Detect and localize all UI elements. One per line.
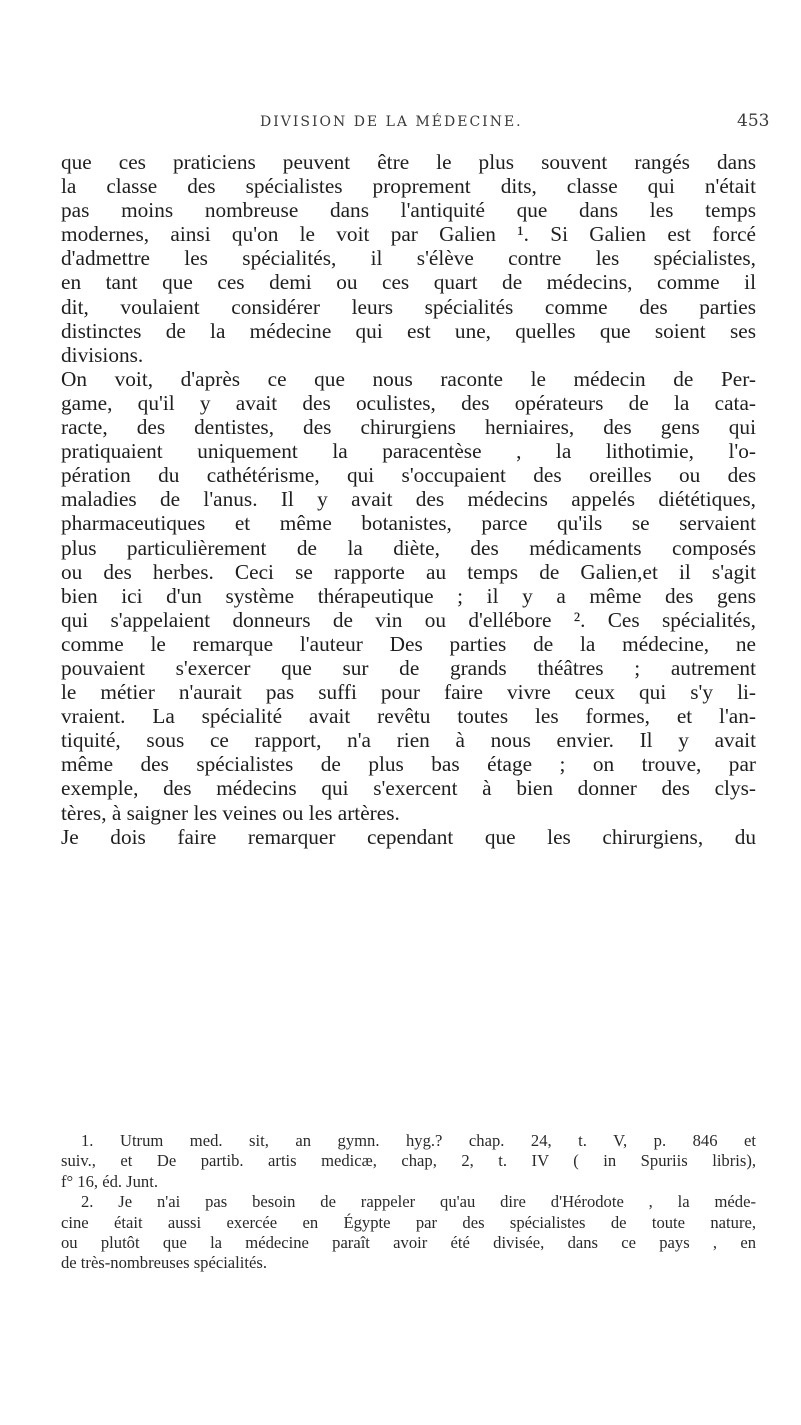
- body-line: ou des herbes. Ceci se rapporte au temps de Galien,et il s'agit: [61, 559, 756, 584]
- body-line: On voit, d'après ce que nous raconte le médecin de Per-: [61, 366, 756, 391]
- body-line: racte, des dentistes, des chirurgiens herniaires, des gens qui: [61, 415, 756, 440]
- body-line: pratiquaient uniquement la paracentèse , la lithotimie, l'o-: [61, 439, 756, 464]
- body-line: tiquité, sous ce rapport, n'a rien à nous envier. Il y avait: [61, 728, 756, 753]
- body-line: en tant que ces demi ou ces quart de médecins, comme il: [61, 270, 756, 295]
- footnote-line: de très-nombreuses spécialités.: [61, 1253, 267, 1273]
- body-line: modernes, ainsi qu'on le voit par Galien ¹. Si Galien est forcé: [61, 222, 756, 247]
- body-line: pouvaient s'exercer que sur de grands théâtres ; autrement: [61, 655, 756, 680]
- body-line: tères, à saigner les veines ou les artères.: [61, 800, 400, 825]
- body-line: pharmaceutiques et même botanistes, parce qu'ils se servaient: [61, 511, 756, 536]
- body-line: pas moins nombreuse dans l'antiquité que dans les temps: [61, 198, 756, 223]
- page-number: 453: [737, 111, 770, 131]
- footnote-line: 1. Utrum med. sit, an gymn. hyg.? chap. 24, t. V, p. 846 et: [81, 1131, 756, 1150]
- body-line: game, qu'il y avait des oculistes, des opérateurs de la cata-: [61, 390, 756, 415]
- body-line: d'admettre les spécialités, il s'élève contre les spécialistes,: [61, 246, 756, 271]
- body-line: qui s'appelaient donneurs de vin ou d'ellébore ². Ces spécialités,: [61, 607, 756, 632]
- body-line: vraient. La spécialité avait revêtu toutes les formes, et l'an-: [61, 704, 756, 729]
- body-line: pération du cathétérisme, qui s'occupaient des oreilles ou des: [61, 463, 756, 488]
- body-line: Je dois faire remarquer cependant que les chirurgiens, du: [61, 824, 756, 849]
- body-line: exemple, des médecins qui s'exercent à bien donner des clys-: [61, 776, 756, 801]
- footnote-line: 2. Je n'ai pas besoin de rappeler qu'au dire d'Hérodote , la méde-: [81, 1192, 756, 1212]
- running-head: DIVISION DE LA MÉDECINE.: [260, 114, 523, 130]
- body-line: divisions.: [61, 342, 144, 367]
- footnote-line: f° 16, éd. Junt.: [61, 1171, 158, 1191]
- body-line: dit, voulaient considérer leurs spécialités comme des parties: [61, 294, 756, 319]
- body-text: [61, 150, 756, 849]
- body-line: bien ici d'un système thérapeutique ; il y a même des gens: [61, 583, 756, 608]
- footnotes: [61, 1131, 756, 1274]
- body-line: comme le remarque l'auteur Des parties de la médecine, ne: [61, 631, 756, 656]
- footnote-line: cine était aussi exercée en Égypte par des spécialistes de toute nature,: [61, 1212, 756, 1232]
- body-line: la classe des spécialistes proprement dits, classe qui n'était: [61, 174, 756, 199]
- body-line: plus particulièrement de la diète, des médicaments composés: [61, 535, 756, 560]
- body-line: maladies de l'anus. Il y avait des médecins appelés diététiques,: [61, 487, 756, 512]
- footnote-line: suiv., et De partib. artis medicæ, chap, 2, t. IV ( in Spuriis libris),: [61, 1151, 756, 1171]
- body-line: même des spécialistes de plus bas étage ; on trouve, par: [61, 752, 756, 777]
- body-line: le métier n'aurait pas suffi pour faire vivre ceux qui s'y li-: [61, 680, 756, 705]
- footnote-line: ou plutôt que la médecine paraît avoir été divisée, dans ce pays , en: [61, 1233, 756, 1253]
- body-line: que ces praticiens peuvent être le plus souvent rangés dans: [61, 150, 756, 174]
- body-line: distinctes de la médecine qui est une, quelles que soient ses: [61, 318, 756, 343]
